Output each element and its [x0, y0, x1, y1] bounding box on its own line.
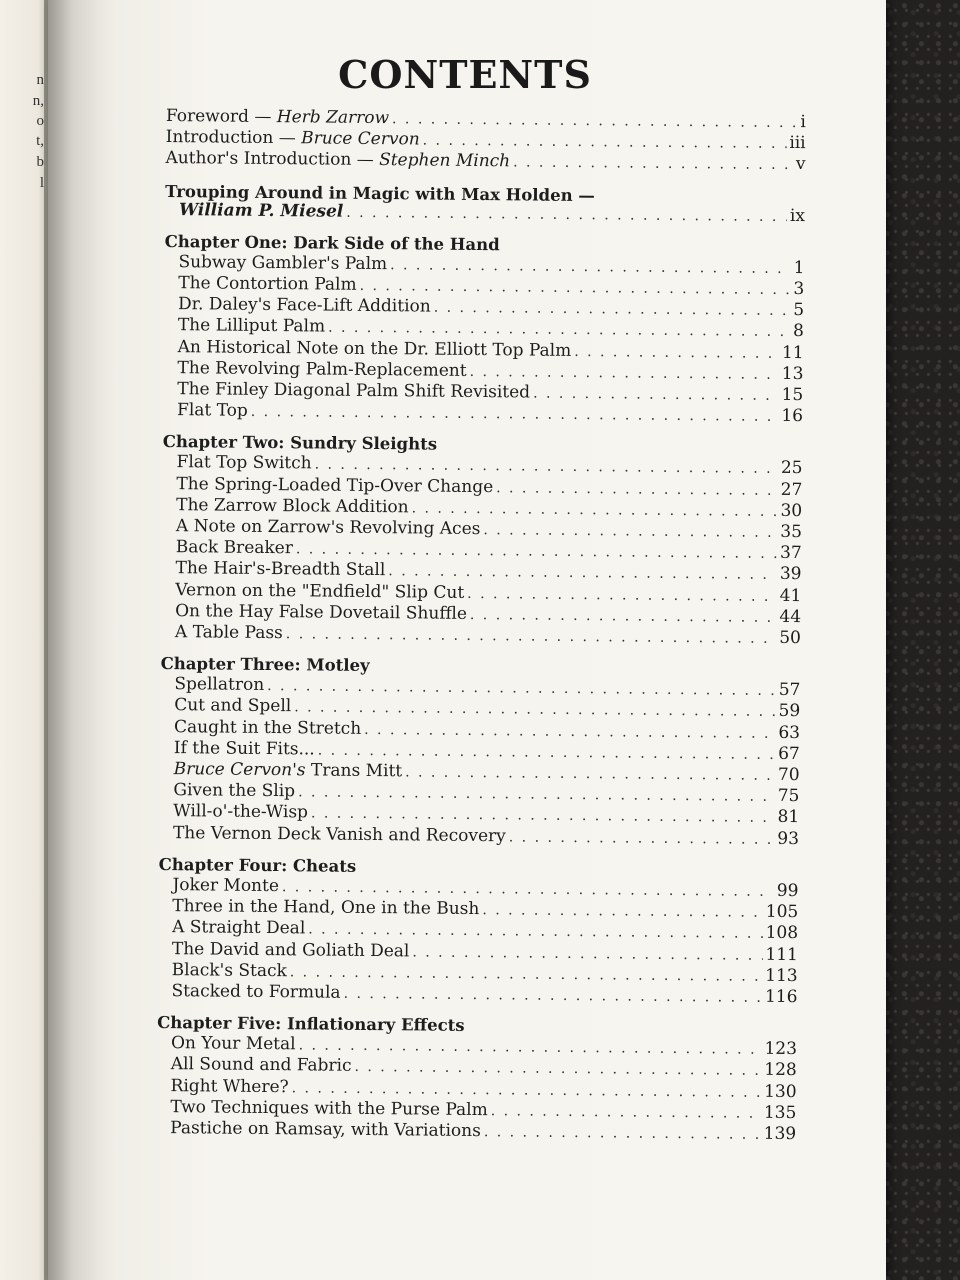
entry-title: The Zarrow Block Addition — [176, 494, 409, 518]
entry-title: Foreword — Herb Zarrow — [165, 106, 390, 129]
facing-page-text-fragment: n, — [32, 93, 44, 109]
entry-page-number: 37 — [779, 543, 802, 564]
entry-title: Stacked to Formula — [171, 981, 341, 1003]
entry-title: A Table Pass — [174, 622, 283, 644]
entry-page-number: 99 — [776, 880, 799, 901]
chapter-heading: Chapter Three: Motley — [160, 654, 370, 676]
entry-page-number: 108 — [765, 923, 799, 944]
chapter-heading: Chapter Four: Cheats — [158, 854, 357, 876]
chapter-heading: Chapter Five: Inflationary Effects — [157, 1013, 465, 1036]
entry-title: Author's Introduction — Stephen Minch — [165, 148, 511, 172]
entry-title: On Your Metal — [170, 1033, 296, 1055]
entry-title: Introduction — Bruce Cervon — [165, 127, 420, 150]
dot-leader — [392, 109, 798, 133]
dot-leader — [513, 153, 793, 176]
dot-leader — [286, 624, 777, 649]
entry-title: Given the Slip — [173, 780, 296, 802]
contents-page — [48, 0, 886, 1280]
entry-title: Bruce Cervon's Trans Mitt — [173, 759, 403, 782]
entry-title: Two Techniques with the Purse Palm — [170, 1096, 488, 1120]
table-of-contents — [156, 106, 806, 1145]
entry-page-number: 8 — [792, 321, 804, 342]
entry-page-number: 139 — [763, 1123, 797, 1145]
entry-page-number: 70 — [777, 764, 800, 786]
entry-page-number: 39 — [779, 564, 802, 585]
entry-page-number: 44 — [779, 606, 802, 627]
section-heading: Trouping Around in Magic with Max Holden — — [165, 181, 595, 205]
chapter-heading: Chapter Two: Sundry Sleights — [162, 432, 438, 455]
entry-page-number: 105 — [765, 901, 799, 923]
entry-page-number: 11 — [781, 342, 804, 363]
entry-page-number: 67 — [778, 743, 800, 764]
dot-leader — [405, 762, 775, 786]
dot-leader — [483, 520, 777, 543]
entry-title: A Note on Zarrow's Revolving Aces — [175, 516, 481, 540]
dot-leader — [354, 1057, 761, 1081]
dot-leader — [484, 1122, 761, 1145]
entry-title-italic: Stephen Minch — [379, 150, 511, 172]
dot-leader — [251, 402, 779, 427]
entry-page-number: 113 — [765, 965, 798, 986]
entry-page-number: 128 — [764, 1060, 797, 1081]
dot-leader — [574, 342, 779, 364]
entry-title: The Finley Diagonal Palm Shift Revisited — [177, 379, 531, 403]
entry-title: Flat Top Switch — [176, 452, 312, 474]
dot-leader — [346, 202, 787, 226]
entry-title: The Contortion Palm — [178, 273, 357, 295]
entry-page-number: 41 — [779, 585, 802, 606]
facing-page-text-fragment: o — [36, 113, 44, 129]
entry-page-number: 135 — [763, 1102, 797, 1123]
entry-title: The Spring-Loaded Tip-Over Change — [176, 473, 494, 497]
facing-page-text-fragment: t, — [36, 133, 44, 149]
entry-title: All Sound and Fabric — [170, 1054, 352, 1077]
entry-page-number: 123 — [764, 1038, 798, 1060]
entry-title: Back Breaker — [175, 537, 294, 559]
entry-page-number: 75 — [777, 786, 800, 807]
entry-page-number: 1 — [793, 257, 805, 278]
entry-title: Will-o'-the-Wisp — [173, 801, 309, 823]
entry-page-number: 30 — [780, 500, 803, 521]
dot-leader — [364, 720, 775, 744]
entry-title: An Historical Note on the Dr. Elliott Top Palm — [177, 336, 572, 361]
entry-title: Right Where? — [170, 1075, 289, 1097]
dot-leader — [467, 584, 777, 607]
entry-title: Spellatron — [174, 674, 265, 696]
entry-page-number: 130 — [764, 1081, 797, 1102]
entry-title: A Straight Deal — [172, 917, 306, 939]
entry-page-number: 27 — [780, 479, 803, 500]
entry-title: Dr. Daley's Face-Lift Addition — [178, 294, 431, 317]
entry-title: The Lilliput Palm — [177, 315, 326, 337]
entry-title: The David and Goliath Deal — [171, 938, 410, 961]
entry-page-number: i — [800, 112, 806, 133]
entry-title: William P. Miesel — [178, 199, 344, 222]
entry-page-number: 13 — [781, 363, 804, 384]
facing-page-text-fragment: l — [39, 175, 44, 191]
entry-title: If the Suit Fits... — [173, 737, 315, 760]
dot-leader — [390, 255, 791, 279]
entry-title: The Vernon Deck Vanish and Recovery — [172, 822, 506, 846]
entry-title: Subway Gambler's Palm — [178, 251, 388, 274]
dot-leader — [470, 605, 777, 628]
entry-page-number: 116 — [764, 986, 798, 1008]
entry-page-number: 3 — [793, 279, 805, 300]
entry-page-number: 35 — [780, 521, 803, 543]
entry-title-italic: Bruce Cervon — [301, 128, 420, 150]
page-title: CONTENTS — [338, 52, 592, 97]
dot-leader — [482, 900, 763, 923]
facing-page-edge — [0, 0, 48, 1280]
entry-title: The Revolving Palm-Replacement — [177, 357, 467, 381]
entry-page-number: 93 — [777, 828, 800, 849]
entry-title: Black's Stack — [171, 959, 287, 981]
dot-leader — [533, 384, 779, 407]
entry-page-number: 59 — [778, 701, 801, 722]
entry-title: Cut and Spell — [174, 695, 292, 717]
entry-page-number: 111 — [765, 944, 798, 965]
facing-page-text-fragment: n — [36, 72, 44, 88]
dot-leader — [412, 942, 762, 966]
entry-title: The Hair's-Breadth Stall — [175, 558, 386, 581]
entry-page-number: 81 — [777, 807, 800, 828]
entry-page-number: 25 — [780, 458, 803, 479]
entry-page-number: v — [795, 154, 806, 175]
entry-page-number: 16 — [781, 406, 804, 427]
dot-leader — [434, 298, 791, 322]
entry-title: Pastiche on Ramsay, with Variations — [170, 1118, 481, 1141]
dot-leader — [509, 827, 775, 850]
chapter-heading: Chapter One: Dark Side of the Hand — [164, 231, 500, 255]
entry-title: Flat Top — [176, 400, 248, 422]
entry-page-number: 15 — [781, 384, 804, 406]
dot-leader — [491, 1101, 761, 1124]
entry-title: Three in the Hand, One in the Bush — [172, 896, 480, 920]
entry-page-number: 57 — [778, 680, 801, 701]
dot-leader — [344, 984, 763, 1008]
entry-title-italic: Herb Zarrow — [276, 107, 390, 129]
entry-title: Vernon on the "Endfield" Slip Cut — [175, 579, 465, 603]
entry-page-number: ix — [789, 205, 806, 226]
entry-title-italic: Bruce Cervon's — [173, 759, 306, 781]
entry-title: Joker Monte — [172, 874, 280, 897]
facing-page-text-fragment: b — [36, 154, 44, 170]
entry-page-number: 50 — [779, 627, 802, 649]
entry-page-number: iii — [789, 133, 806, 154]
entry-title: On the Hay False Dovetail Shuffle — [175, 600, 468, 624]
entry-title: Caught in the Stretch — [173, 716, 362, 739]
entry-page-number: 5 — [793, 300, 805, 321]
entry-page-number: 63 — [778, 722, 801, 743]
dot-leader — [496, 478, 778, 501]
